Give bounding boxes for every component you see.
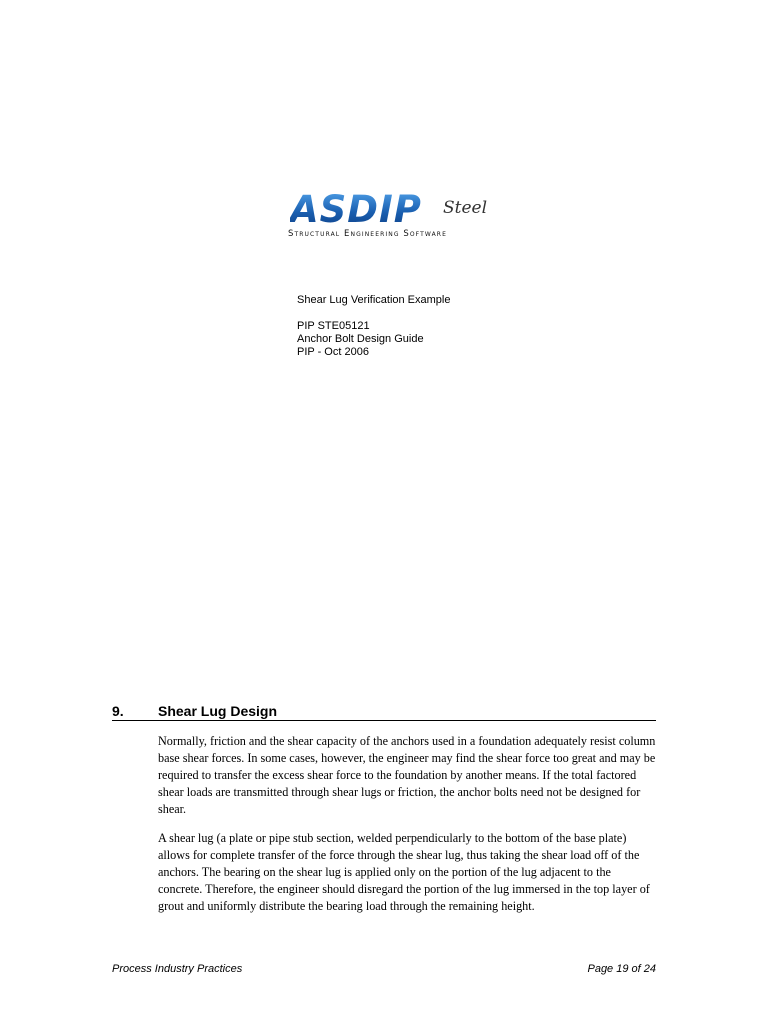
document-info xyxy=(297,294,450,359)
asdip-steel-logo xyxy=(288,190,498,246)
logo-product: Steel xyxy=(443,198,488,218)
section-number: 9. xyxy=(112,703,124,719)
section-title: Shear Lug Design xyxy=(158,703,278,719)
body-paragraph: A shear lug (a plate or pipe stub section, welded perpendicularly to the bottom of the base plate) allows for complete transfer of the force through the shear lug, thus taking the shear load off of the anchors. The bearing on the shear lug is applied only on the portion of the lug adjacent to the concrete. Therefore, the engineer should disregard the portion of the lug immersed in the top layer of grout and uniformly distribute the bearing load through the remaining height. xyxy=(158,831,650,913)
footer-page-number: Page 19 of 24 xyxy=(587,963,656,975)
info-line: PIP - Oct 2006 xyxy=(297,346,369,358)
section-heading xyxy=(112,702,656,721)
info-line: Anchor Bolt Design Guide xyxy=(297,333,424,345)
body-paragraph: Normally, friction and the shear capacity of the anchors used in a foundation adequately resist column base shear forces. In some cases, however, the engineer may find the shear force too great and may be required to transfer the excess shear force to the foundation by another means. If the total factored shear loads are transmitted through shear lugs or friction, the anchor bolts need not be designed for shear. xyxy=(158,734,656,816)
spacer xyxy=(297,307,450,320)
footer-publisher: Process Industry Practices xyxy=(112,963,243,975)
info-line: PIP STE05121 xyxy=(297,320,370,332)
example-title: Shear Lug Verification Example xyxy=(297,294,451,306)
logo-brand: ASDIP xyxy=(290,188,422,231)
logo-tagline: Structural Engineering Software xyxy=(288,229,447,239)
